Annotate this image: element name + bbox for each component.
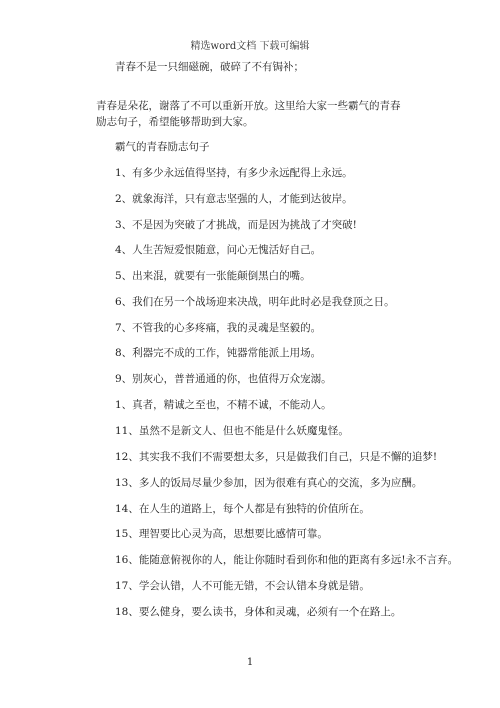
quote-item: 15、理智要比心灵为高，思想要比感情可靠。 bbox=[115, 528, 328, 540]
quote-item: 13、多人的饭局尽量少参加，因为很难有真心的交流，多为应酬。 bbox=[115, 477, 423, 489]
quote-item: 8、利器完不成的工作，钝器常能派上用场。 bbox=[115, 347, 322, 359]
intro-paragraph: 青春是朵花，谢落了不可以重新开放。这里给大家一些霸气的青春励志句子，希望能够帮助到大家。 bbox=[96, 100, 401, 128]
quote-item: 11、虽然不是新文人、但也不能是什么妖魔鬼怪。 bbox=[115, 425, 349, 437]
quote-item: 2、就象海洋，只有意志坚强的人，才能到达彼岸。 bbox=[115, 193, 353, 205]
quote-item: 12、其实我不我们不需要想太多，只是做我们自己，只是不懈的追梦! bbox=[115, 451, 438, 463]
quote-item: 7、不管我的心多疼痛，我的灵魂是坚毅的。 bbox=[115, 322, 322, 334]
section-title: 霸气的青春励志句子 bbox=[115, 141, 210, 153]
quote-item: 5、出来混，就要有一张能颠倒黑白的嘴。 bbox=[115, 270, 311, 282]
opening-line: 青春不是一只细磁碗，破碎了不有锔补； bbox=[115, 61, 304, 73]
quote-item: 9、别灰心，普普通通的你，也值得万众宠溺。 bbox=[115, 373, 332, 385]
quote-item: 16、能随意俯视你的人，能让你随时看到你和他的距离有多远!永不言弃。 bbox=[115, 554, 459, 566]
page-number: 1 bbox=[246, 657, 254, 668]
page-header: 精选word文档 下载可编辑 bbox=[190, 41, 310, 52]
quote-item: 4、人生苦短爱恨随意，问心无愧活好自己。 bbox=[115, 244, 322, 256]
quote-item: 6、我们在另一个战场迎来决战，明年此时必是我登顶之日。 bbox=[115, 296, 395, 308]
quote-item: 14、在人生的道路上，每个人都是有独特的价值所在。 bbox=[115, 503, 370, 515]
quote-item: 18、要么健身，要么读书，身体和灵魂，必须有一个在路上。 bbox=[115, 606, 402, 618]
quote-item: 17、学会认错，人不可能无错，不会认错本身就是错。 bbox=[115, 580, 370, 592]
quote-item: 3、不是因为突破了才挑战，而是因为挑战了才突破! bbox=[115, 219, 357, 231]
quote-item: 1、有多少永远值得坚持，有多少永远配得上永远。 bbox=[115, 167, 353, 179]
quote-item: 1、真者，精诚之至也，不精不诚，不能动人。 bbox=[115, 399, 332, 411]
